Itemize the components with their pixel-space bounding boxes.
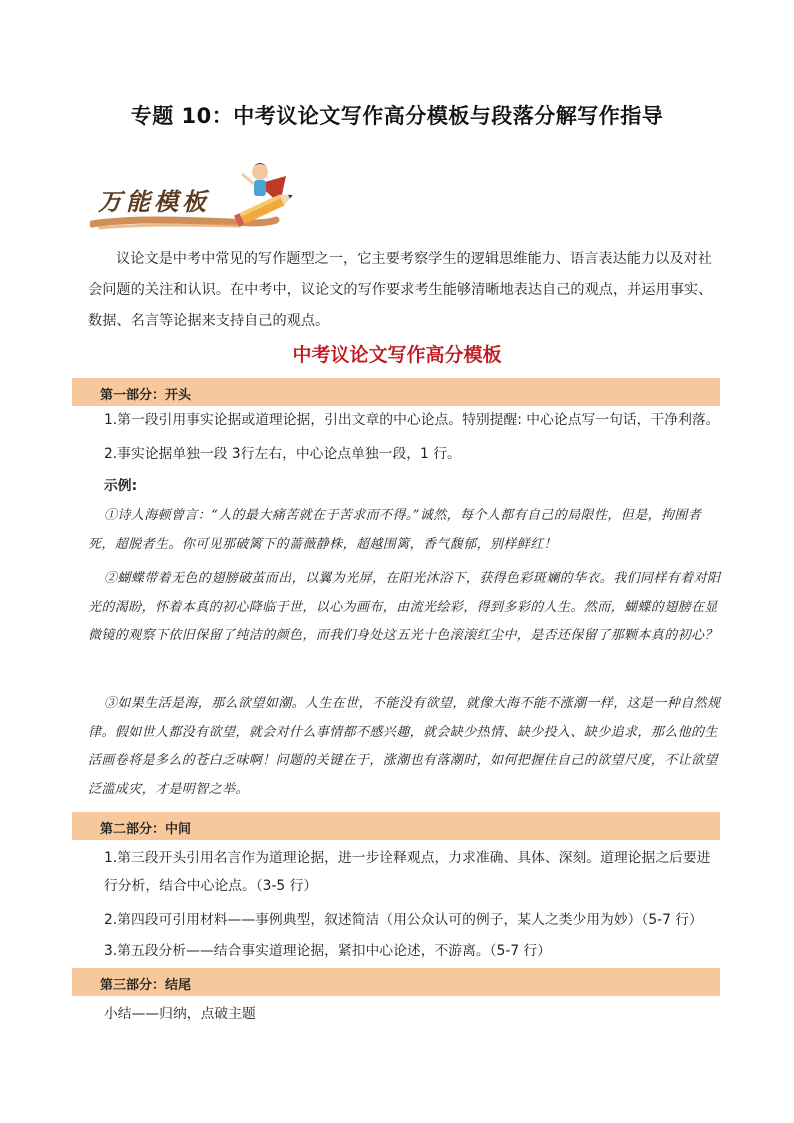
section-header-opening <box>72 378 720 406</box>
opening-point-2: 2.事实论据单独一段 3行左右，中心论点单独一段，1 行。 <box>104 446 461 462</box>
middle-point-1-text: 1.第三段开头引用名言作为道理论据，进一步诠释观点，力求准确、具体、深刻。道理论据之后要进行分析，结合中心论点。（3-5 行） <box>104 850 711 894</box>
example-label: 示例: <box>104 478 138 494</box>
intro-paragraph: 议论文是中考中常见的写作题型之一，它主要考察学生的逻辑思维能力、语言表达能力以及对社会问题的关注和认识。在中考中，议论文的写作要求考生能够清晰地表达自己的观点，并运用事实、数据、名言等论据来支持自己的观点。 <box>88 251 713 329</box>
pencil-rider-illustration <box>230 154 300 234</box>
banner-label: 万能模板 <box>98 187 210 216</box>
template-banner <box>90 162 300 240</box>
section-header-ending <box>72 968 720 996</box>
middle-point-3: 3.第五段分析——结合事实道理论据，紧扣中心论述，不游离。（5-7 行） <box>104 943 552 959</box>
section-header-label: 第一部分：开头 <box>100 388 192 403</box>
example-1: ①诗人海顿曾言：“人的最大痛苦就在于苦求而不得。”诚然，每个人都有自己的局限性，但是，拘囿者死，超脱者生。你可见那破篱下的蔷薇静株，超越围篱，香气馥郁，别样鲜红！ <box>88 508 702 552</box>
middle-point-2: 2.第四段可引用材料——事例典型，叙述简洁（用公众认可的例子，某人之类少用为妙）（5-7 行） <box>104 912 703 928</box>
example-2: ②蝴蝶带着无色的翅膀破茧而出，以翼为光屏，在阳光沐浴下，获得色彩斑斓的华衣。我们同样有着对阳光的渴盼，怀着本真的初心降临于世，以心为画布，由流光绘彩，得到多彩的人生。然而，蝴蝶的翅膀在显微镜的观察下依旧保留了纯洁的颜色，而我们身处这五光十色滚滚红尘中，是否还保留了那颗本真的初心？ <box>88 571 721 643</box>
document-title: 专题 10：中考议论文写作高分模板与段落分解写作指导 <box>130 104 664 128</box>
section-header-label: 第三部分：结尾 <box>100 978 192 993</box>
middle-point-1 <box>104 844 724 900</box>
opening-point-1: 1.第一段引用事实论据或道理论据，引出文章的中心论点。特别提醒: 中心论点写一句话，干净利落。 <box>104 412 720 428</box>
example-3: ③如果生活是海，那么欲望如潮。人生在世，不能没有欲望，就像大海不能不涨潮一样，这是一种自然规律。假如世人都没有欲望，就会对什么事情都不感兴趣，就会缺少热情、缺少投入、缺少追求，那么他的生活画卷将是多么的苍白乏味啊！问题的关键在于，涨潮也有落潮时，如何把握住自己的欲望尺度，不让欲望泛滥成灾，才是明智之举。 <box>88 696 721 797</box>
template-subtitle: 中考议论文写作高分模板 <box>292 344 502 366</box>
section-header-label: 第二部分：中间 <box>100 822 192 837</box>
ending-point-1: 小结——归纳，点破主题 <box>104 1006 256 1022</box>
section-header-middle <box>72 812 720 840</box>
